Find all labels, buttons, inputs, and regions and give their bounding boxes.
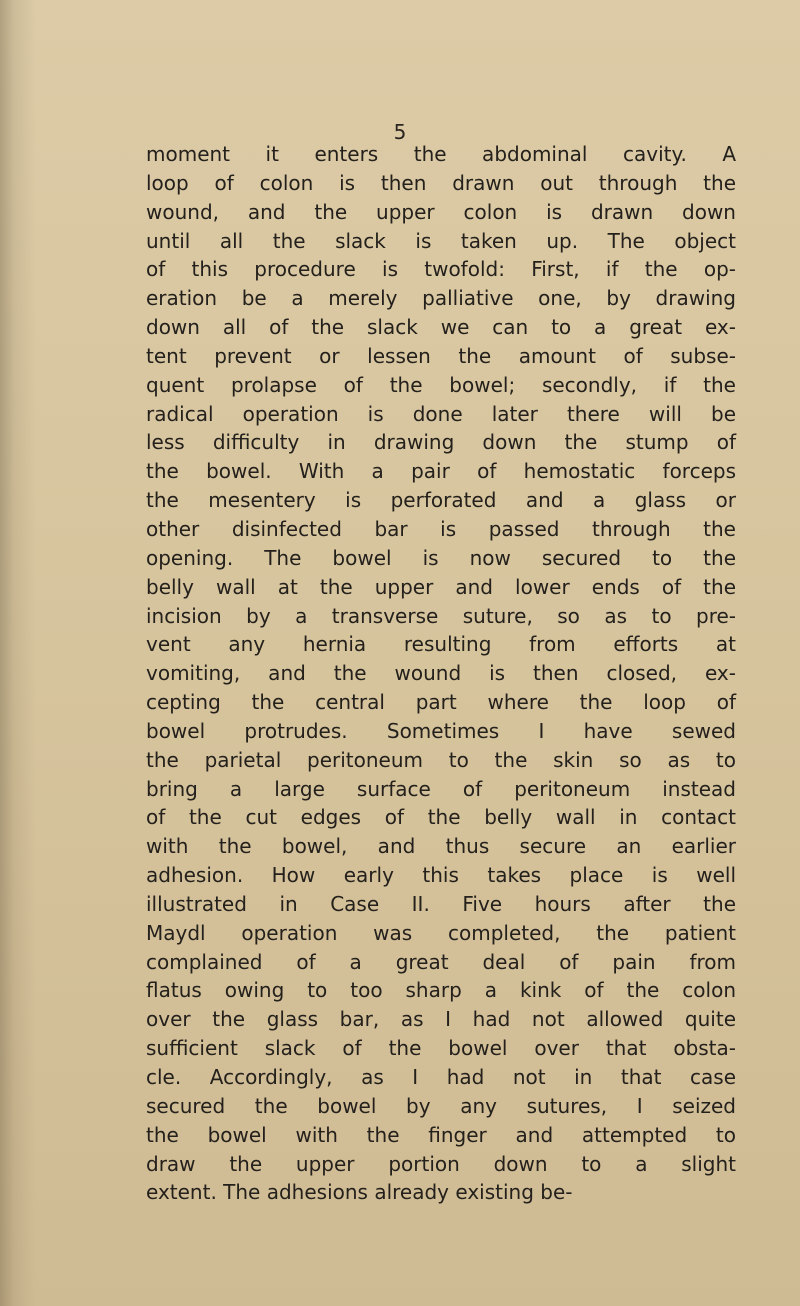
text-line: bowel protrudes. Sometimes I have sewed — [146, 718, 736, 743]
text-line: extent. The adhesions already existing be- — [146, 1180, 573, 1205]
text-line: of the cut edges of the belly wall in contact — [146, 805, 736, 830]
page-number: 5 — [393, 120, 407, 144]
text-line: eration be a merely palliative one, by drawing — [146, 286, 736, 311]
text-line: secured the bowel by any sutures, I seized — [146, 1093, 736, 1118]
text-line: less difficulty in drawing down the stump of — [146, 430, 736, 455]
text-line: of this procedure is twofold: First, if the op- — [146, 257, 736, 282]
text-line: the bowel. With a pair of hemostatic forceps — [146, 459, 736, 484]
text-line: wound, and the upper colon is drawn down — [146, 199, 736, 224]
text-line: quent prolapse of the bowel; secondly, if the — [146, 372, 736, 397]
text-line: bring a large surface of peritoneum instead — [146, 776, 736, 801]
text-line: down all of the slack we can to a great ex- — [146, 315, 736, 340]
text-line: moment it enters the abdominal cavity. A — [146, 142, 736, 166]
text-line: with the bowel, and thus secure an earlier — [146, 834, 736, 859]
text-line: vent any hernia resulting from efforts at — [146, 632, 736, 657]
text-line: loop of colon is then drawn out through the — [146, 170, 736, 195]
text-line: the mesentery is perforated and a glass or — [146, 488, 736, 513]
text-line: incision by a transverse suture, so as to pre- — [146, 603, 736, 628]
text-line: cepting the central part where the loop of — [146, 690, 736, 715]
text-line: opening. The bowel is now secured to the — [146, 545, 736, 570]
text-line: illustrated in Case II. Five hours after the — [146, 891, 736, 916]
text-line: sufficient slack of the bowel over that obsta- — [146, 1036, 736, 1061]
text-line: adhesion. How early this takes place is well — [146, 863, 736, 888]
text-line: the bowel with the finger and attempted to — [146, 1122, 736, 1147]
text-line: the parietal peritoneum to the skin so as to — [146, 747, 736, 772]
text-line: draw the upper portion down to a slight — [146, 1151, 736, 1176]
text-line: belly wall at the upper and lower ends of the — [146, 574, 736, 599]
text-line: Maydl operation was completed, the patient — [146, 920, 736, 945]
text-line: tent prevent or lessen the amount of subse- — [146, 343, 736, 368]
text-line: complained of a great deal of pain from — [146, 949, 736, 974]
body-paragraph — [146, 140, 736, 1207]
text-line: over the glass bar, as I had not allowed quite — [146, 1007, 736, 1032]
text-line: vomiting, and the wound is then closed, ex- — [146, 661, 736, 686]
text-line: flatus owing to too sharp a kink of the colon — [146, 978, 736, 1003]
text-line: cle. Accordingly, as I had not in that case — [146, 1065, 736, 1089]
text-line: radical operation is done later there will be — [146, 401, 736, 426]
text-line: until all the slack is taken up. The object — [146, 228, 736, 253]
text-line: other disinfected bar is passed through the — [146, 516, 736, 541]
